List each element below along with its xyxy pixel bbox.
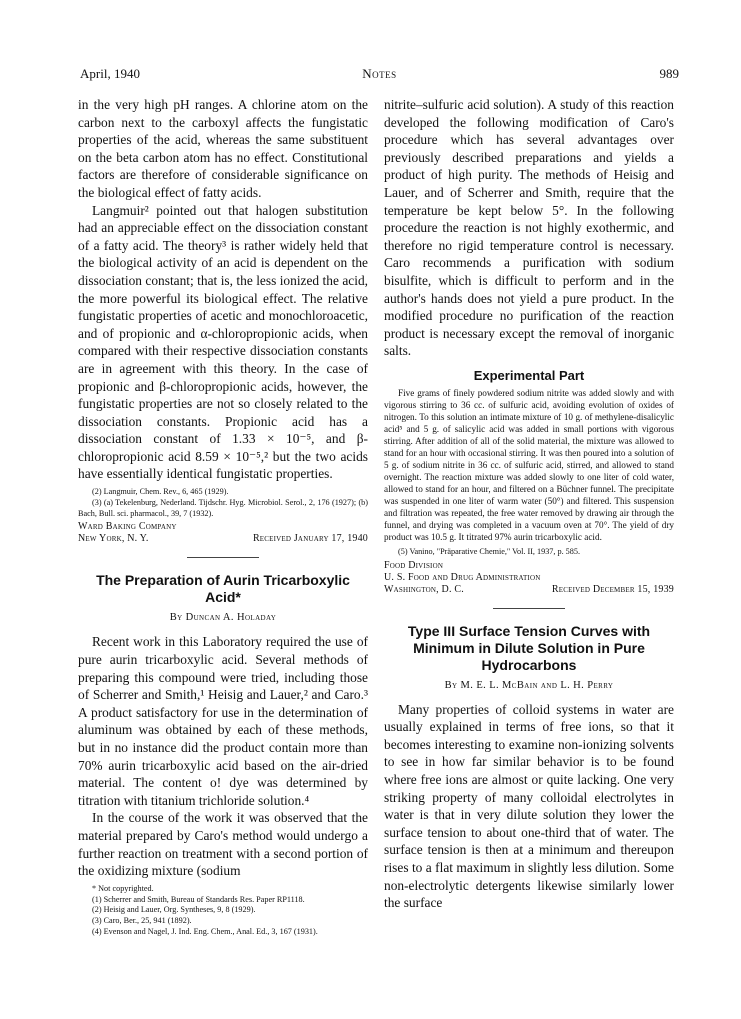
byline: By M. E. L. McBain and L. H. Perry xyxy=(444,679,614,691)
footnote: (4) Evenson and Nagel, J. Ind. Eng. Chem., Anal. Ed., 3, 167 (1931). xyxy=(92,926,318,936)
byline: By Duncan A. Holaday xyxy=(169,612,277,624)
footnote: (3) (a) Tekelenburg, Nederland. Tijdschr. Hyg. Microbiol. Serol., 2, 176 (1927); (b) Bach, Bull. sci. pharmacol., 39, 7 (1932). xyxy=(78,497,368,518)
body-paragraph: nitrite–sulfuric acid solution). A study of this reaction developed the following modification of Caro's procedure which has several advantages over previously described preparations and yields a product of high purity. The methods of Heisig and Lauer, and of Scherrer and Smith, require that the temperature be kept below 5°. In the following procedure the reaction is not highly exothermic, and therefore no rigid temperature control is necessary. Caro recommends a purification with sodium bisulfite, which is difficult to perform and in the author's hands does not yield a pure product. In the modified procedure no purification of the reaction product is necessary except the removal of inorganic salts. xyxy=(384,97,674,359)
body-paragraph: Langmuir² pointed out that halogen substitution had an appreciable effect on the dissociation constant of a fatty acid. The theory³ is rather widely held that the biological activity of an acid is dependent on the dissociation constant; that is, the less ionized the acid, the more powerful its biological effect. The relative fungistatic properties of acetic and monochloroacetic, and of propionic and α-chloropropionic acids, when compared with their respective dissociation constants are in agreement with this theory. In the case of propionic and β-chloropropionic acids, however, the fungistatic properties are not so closely related to the dissociation constants. Propionic acid has a dissociation constant of 1.33 × 10⁻⁵, and β-chloropropionic acid 8.59 × 10⁻⁵,² but the two acids have essentially identical fungistatic properties. xyxy=(78,202,368,482)
affiliation: U. S. Food and Drug Administration xyxy=(384,571,541,583)
city: New York, N. Y. xyxy=(78,533,149,545)
right-column xyxy=(384,96,674,912)
running-header xyxy=(80,66,679,84)
body-paragraph: In the course of the work it was observed that the material prepared by Caro's method would undergo a further reaction on treatment with a second portion of the oxidizing mixture (sodium xyxy=(78,810,368,879)
header-section: Notes xyxy=(362,66,397,81)
footnote: (2) Langmuir, Chem. Rev., 6, 465 (1929). xyxy=(92,487,229,497)
affiliation-block xyxy=(384,560,674,596)
affiliation-block xyxy=(78,521,368,545)
footnote: (2) Heisig and Lauer, Org. Syntheses, 9, 8 (1929). xyxy=(92,905,256,915)
divider xyxy=(493,608,565,609)
city: Washington, D. C. xyxy=(384,583,464,595)
article-title: Type III Surface Tension Curves with Minimum in Dilute Solution in Pure Hydrocarbons xyxy=(407,622,651,673)
page-number: 989 xyxy=(659,66,679,81)
footnote: (3) Caro, Ber., 25, 941 (1892). xyxy=(92,916,192,926)
footnote: (1) Scherrer and Smith, Bureau of Standards Res. Paper RP1118. xyxy=(92,894,305,904)
body-paragraph: Recent work in this Laboratory required the use of pure aurin tricarboxylic acid. Several methods of preparing this compound were tried, including those of Scherrer and Smith,¹ Heisig and Lauer,² and Caro.³ A product satisfactory for use in the determination of aluminum was obtained by each of these methods, but in no instance did the product contain more than 70% aurin tricarboxylic acid based on the air-dried material. The content o! dye was determined by titration with titanium trichloride solution.⁴ xyxy=(78,634,368,808)
header-date: April, 1940 xyxy=(80,66,140,81)
article-title: The Preparation of Aurin Tricarboxylic Acid* xyxy=(96,572,350,606)
body-paragraph: Many properties of colloid systems in water are usually explained in terms of free ions, so that it becomes interesting to examine non-ionizing solvents to see in how far similar behavior is to be found where free ions are almost or quite lacking. One very striking property of many colloidal electrolytes in water is that in very dilute solution they lower the surface tension to about one-third that of water. The surface tension is then at a minimum and thereupon rises to a flat maximum in slightly less dilution. Some non-electrolytic detergents likewise similarly lower the surface xyxy=(384,701,674,911)
affiliation: Ward Baking Company xyxy=(78,521,177,533)
divider xyxy=(187,557,259,558)
experimental-text: Five grams of finely powdered sodium nitrite was added slowly and with vigorous stirring to 36 cc. of sulfuric acid, avoiding evolution of oxides of nitrogen. To this solution an intimate mixture of 10 g. of methylene-disalicylic acid⁵ and 5 g. of salicylic acid was added in small portions with vigorous stirring. After addition of all of the solid material, the mixture was allowed to stand for an hour with occasional stirring. It was then poured into a solution of 5 g. of sodium nitrite in 36 cc. of sulfuric acid, stirred, and allowed to stand overnight. The reaction mixture was added slowly to one liter of cold water, allowed to stand for an hour, and filtered on a Büchner funnel. The precipitate was suspended in one liter of warm water (50°) and filtered. This suspension and filtration was repeated, the free water removed by drawing air through the funnel, and drying was completed in a vacuum oven at 70°. The yield of dry product was 10.5 g. It titrated 97% aurin tricarboxylic acid. xyxy=(384,387,674,542)
left-column xyxy=(78,96,368,938)
received-date: Received January 17, 1940 xyxy=(252,533,368,545)
footnote: * Not copyrighted. xyxy=(92,883,154,893)
section-heading: Experimental Part xyxy=(473,367,585,383)
received-date: Received December 15, 1939 xyxy=(551,583,674,595)
body-paragraph: in the very high pH ranges. A chlorine atom on the carbon next to the carboxyl affects the fungistatic properties of the acid, whereas the same substituent on the beta carbon atom has no effect. Constitutional factors are therefore of considerable significance on the biological effect of fatty acids. xyxy=(78,97,368,200)
footnote: (5) Vanino, "Präparative Chemie," Vol. II, 1937, p. 585. xyxy=(398,546,581,556)
affiliation: Food Division xyxy=(384,559,444,571)
